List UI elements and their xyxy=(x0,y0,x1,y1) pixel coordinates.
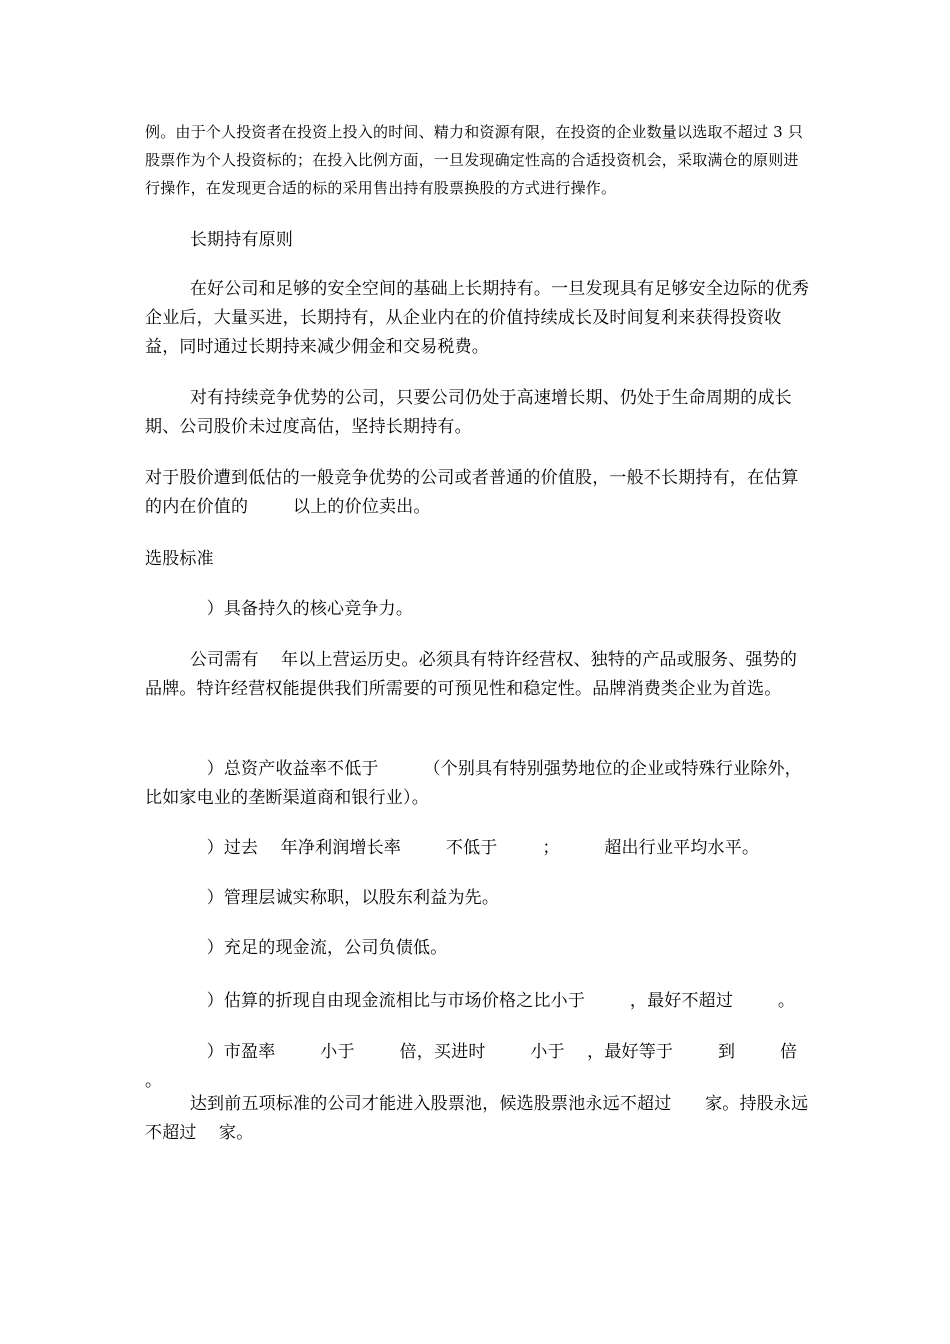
criterion-cash-flow: ）充足的现金流，公司负债低。 xyxy=(145,938,448,958)
criterion-profit-growth: ）过去 年净利润增长率 不低于 ； 超出行业平均水平。 xyxy=(145,838,760,858)
paragraph-stock-pool: 达到前五项标准的公司才能进入股票池，候选股票池永远不超过 家。持股永远不超过 家。 xyxy=(145,1094,809,1143)
heading-long-term-holding: 长期持有原则 xyxy=(145,230,294,250)
criterion-core-competitiveness: ）具备持久的核心竞争力。 xyxy=(145,599,414,619)
paragraph-operating-history: 公司需有 年以上营运历史。必须具有特许经营权、独特的产品或服务、强势的品牌。特许经营权能提供我们所需要的可预见性和稳定性。品牌消费类企业为首选。 xyxy=(145,650,798,699)
paragraph-undervalued-stocks: 对于股价遭到低估的一般竞争优势的公司或者普通的价值股，一般不长期持有，在估算的内在价值的 以上的价位卖出。 xyxy=(145,468,799,517)
criterion-management: ）管理层诚实称职，以股东利益为先。 xyxy=(145,888,500,908)
heading-selection-criteria: 选股标准 xyxy=(145,549,214,569)
paragraph-investment-quantity: 例。由于个人投资者在投资上投入的时间、精力和资源有限，在投资的企业数量以选取不超过 3 只股票作为个人投资标的；在投入比例方面，一旦发现确定性高的合适投资机会，采取满仓的原则进行操作，在发现更合适的标的采用售出持有股票换股的方式进行操作。 xyxy=(145,123,804,197)
criterion-pe-ratio: ）市盈率 小于 倍，买进时 小于 ，最好等于 到 倍 。 xyxy=(145,1042,843,1091)
paragraph-competitive-advantage: 对有持续竞争优势的公司，只要公司仍处于高速增长期、仍处于生命周期的成长期、公司股价未过度高估，坚持长期持有。 xyxy=(145,388,792,437)
criterion-return-on-assets: ）总资产收益率不低于 （个别具有特别强势地位的企业或特殊行业除外，比如家电业的垄断渠道商和银行业）。 xyxy=(145,759,802,808)
paragraph-long-term-holding: 在好公司和足够的安全空间的基础上长期持有。一旦发现具有足够安全边际的优秀企业后，大量买进，长期持有，从企业内在的价值持续成长及时间复利来获得投资收益，同时通过长期持来减少佣金和交易税费。 xyxy=(145,279,810,357)
criterion-discounted-cash-flow: ）估算的折现自由现金流相比与市场价格之比小于 ，最好不超过 。 xyxy=(145,991,796,1011)
